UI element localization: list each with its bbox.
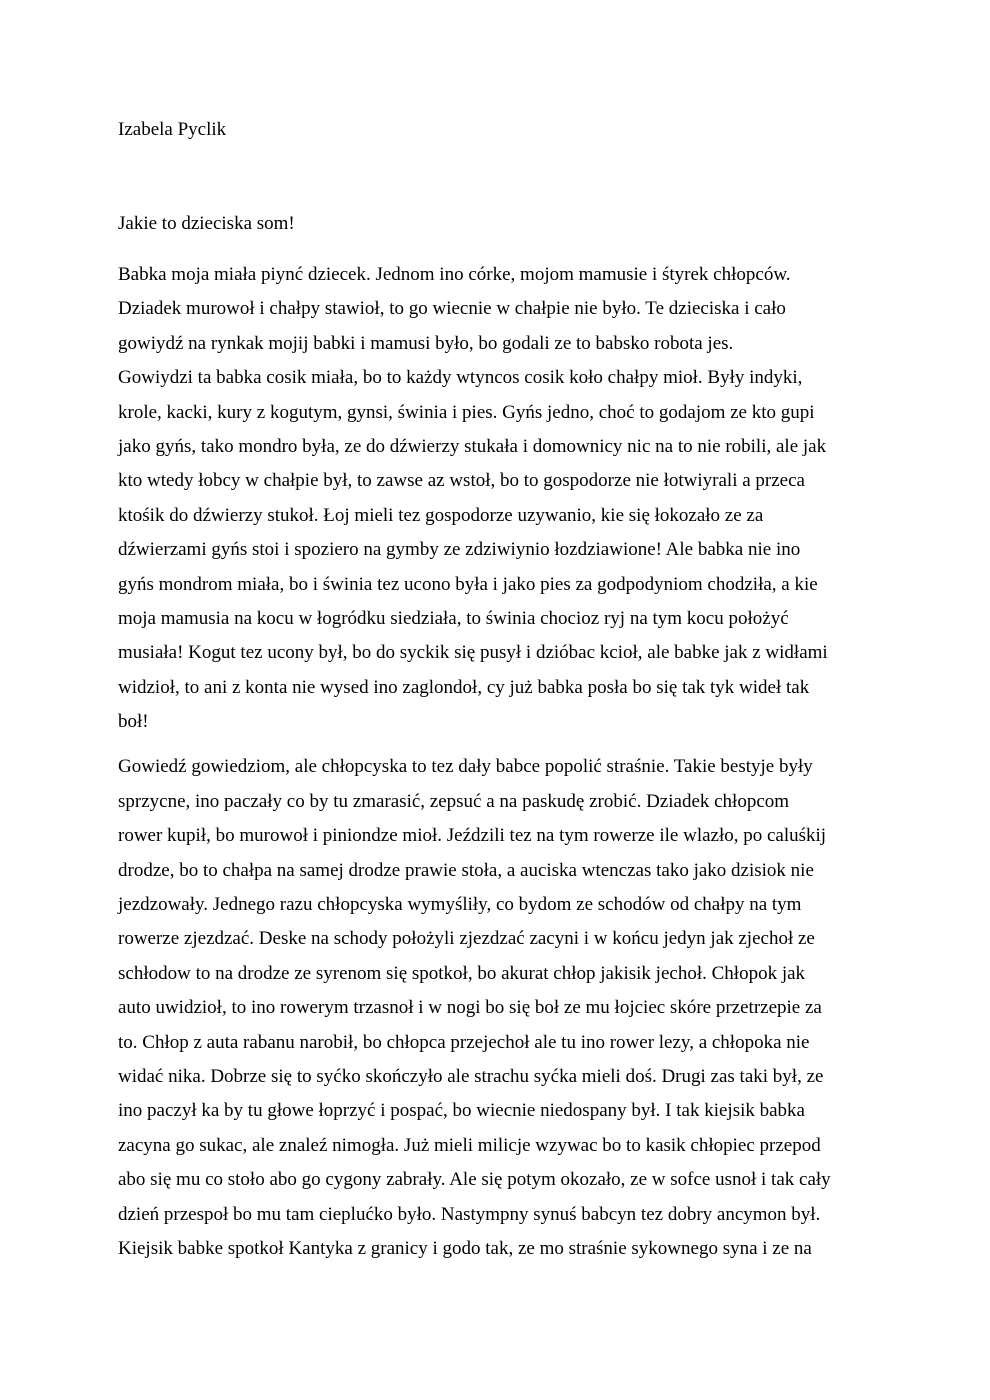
text-line: auto uwidzioł, to ino rowerym trzasnoł i w nogi bo się boł ze mu łojciec skóre przetrzepie za xyxy=(118,997,822,1019)
text-line: moja mamusia na kocu w łogródku siedziała, to świnia chocioz ryj na tym kocu położyć xyxy=(118,607,789,629)
text-line: musiała! Kogut tez ucony był, bo do syckik się pusył i dzióbac kcioł, ale babke jak z widłami xyxy=(118,642,828,664)
text-line: jezdzowały. Jednego razu chłopcyska wymyśliły, co bydom ze schodów od chałpy na tym xyxy=(118,894,802,916)
text-line: Kiejsik babke spotkoł Kantyka z granicy i godo tak, ze mo straśnie sykownego syna i ze na xyxy=(118,1237,812,1259)
text-line: Gowiedź gowiedziom, ale chłopcyska to tez dały babce popolić straśnie. Takie bestyje były xyxy=(118,756,813,778)
text-line: drodze, bo to chałpa na samej drodze prawie stoła, a auciska wtenczas tako jako dzisiok nie xyxy=(118,859,814,881)
text-line: Dziadek murowoł i chałpy stawioł, to go wiecnie w chałpie nie było. Te dzieciska i cało xyxy=(118,298,786,320)
text-line: kto wtedy łobcy w chałpie był, to zawse az wstoł, bo to gospodorze nie łotwiyrali a przeca xyxy=(118,470,805,492)
story-body xyxy=(118,258,878,1277)
text-line: Gowiydzi ta babka cosik miała, bo to każdy wtyncos cosik koło chałpy mioł. Były indyki, xyxy=(118,367,803,389)
text-line: widzioł, to ani z konta nie wysed ino zaglondoł, cy już babka posła bo się tak tyk wideł tak xyxy=(118,676,810,698)
text-line: dzień przespoł bo mu tam cieplućko było. Nastympny synuś babcyn tez dobry ancymon był. xyxy=(118,1203,821,1225)
story-title: Jakie to dzieciska som! xyxy=(118,213,295,234)
text-line: to. Chłop z auta rabanu narobił, bo chłopca przejechoł ale tu ino rower lezy, a chłopoka nie xyxy=(118,1031,810,1053)
text-line: dźwierzami gyńs stoi i spoziero na gymby ze zdziwiynio łozdziawione! Ale babka nie ino xyxy=(118,539,801,561)
text-line: zacyna go sukac, ale znaleź nimogła. Już mieli milicje wzywac bo to kasik chłopiec przepod xyxy=(118,1134,821,1156)
paragraph xyxy=(118,258,878,739)
text-line: widać nika. Dobrze się to syćko skończyło ale strachu syćka mieli doś. Drugi zas taki był, ze xyxy=(118,1065,824,1087)
text-line: sprzycne, ino paczały co by tu zmarasić, zepsuć a na paskudę zrobić. Dziadek chłopcom xyxy=(118,790,790,812)
text-line: ino paczył ka by tu głowe łoprzyć i pospać, bo wiecnie niedospany był. I tak kiejsik babka xyxy=(118,1100,805,1122)
text-line: Babka moja miała piynć dziecek. Jednom ino córke, mojom mamusie i śtyrek chłopców. xyxy=(118,264,791,285)
text-line: gowiydź na rynkak mojij babki i mamusi było, bo godali ze to babsko robota jes. xyxy=(118,332,734,354)
text-line: boł! xyxy=(118,711,149,733)
text-line: krole, kacki, kury z kogutym, gynsi, świnia i pies. Gyńs jedno, choć to godajom ze kto gupi xyxy=(118,401,815,423)
text-line: schłodow to na drodze ze syrenom się spotkoł, bo akurat chłop jakisik jechoł. Chłopok jak xyxy=(118,962,806,984)
text-line: rowerze zjezdzać. Deske na schody położyli zjezdzać zacyni i w końcu jedyn jak zjechoł ze xyxy=(118,928,815,950)
text-line: jako gyńs, tako mondro była, ze do dźwierzy stukała i domownicy nic na to nie robili, ale jak xyxy=(118,435,827,457)
paragraph xyxy=(118,750,878,1266)
text-line: rower kupił, bo murowoł i piniondze mioł. Jeździli tez na tym rowerze ile wlazło, po caluśkij xyxy=(118,825,827,847)
author-name: Izabela Pyclik xyxy=(118,119,227,140)
text-line: abo się mu co stoło abo go cygony zabrały. Ale się potym okozało, ze w sofce usnoł i tak cały xyxy=(118,1169,831,1191)
text-line: gyńs mondrom miała, bo i świnia tez ucono była i jako pies za godpodyniom chodziła, a kie xyxy=(118,573,818,595)
text-line: ktośik do dźwierzy stukoł. Łoj mieli tez gospodorze uzywanio, kie się łokozało ze za xyxy=(118,504,764,526)
